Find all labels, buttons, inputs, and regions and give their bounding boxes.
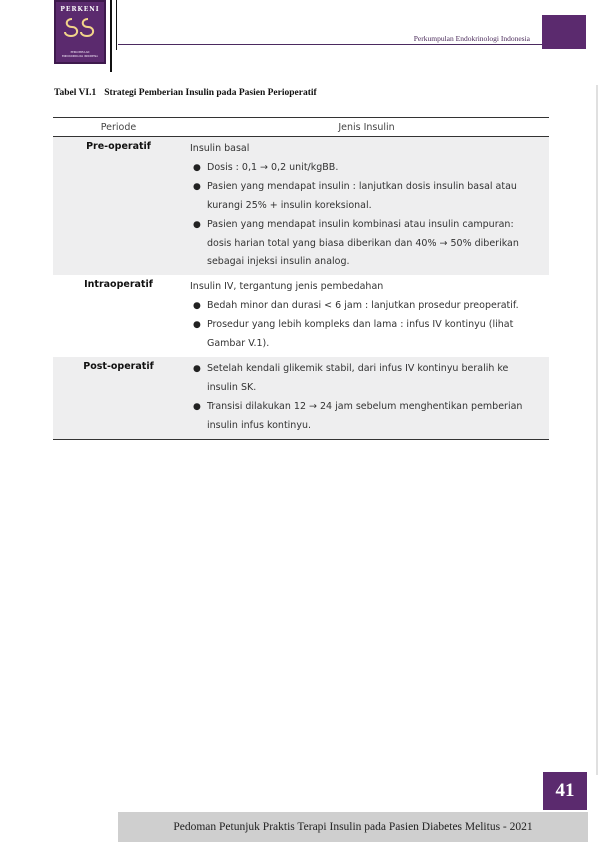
- list-item: [190, 178, 541, 216]
- bullet-icon: ●: [193, 363, 201, 374]
- insulin-bullet-list: [190, 159, 541, 272]
- bullet-icon: ●: [193, 320, 201, 331]
- list-item: [190, 360, 541, 398]
- bullet-icon: ●: [193, 162, 201, 173]
- footer-title: Pedoman Petunjuk Praktis Terapi Insulin pada Pasien Diabetes Melitus - 2021: [173, 821, 533, 833]
- list-item: [190, 159, 541, 178]
- page-number: 41: [543, 772, 587, 810]
- insulin-strategy-table: [53, 117, 549, 440]
- list-item: [190, 398, 541, 436]
- bullet-icon: ●: [193, 401, 201, 412]
- column-header-periode: Periode: [100, 121, 137, 133]
- column-header-jenis-insulin: Jenis Insulin: [338, 121, 395, 133]
- logo-subtitle: PERKUMPULAN ENDOKRINOLOGI INDONESIA: [61, 51, 99, 58]
- insulin-cell: [184, 137, 549, 275]
- header-accent-block: [542, 15, 586, 49]
- table-row-intraoperatif: [53, 275, 549, 357]
- table-row-post-operatif: [53, 357, 549, 439]
- page-right-rule: [596, 85, 598, 775]
- insulin-cell: [184, 275, 549, 357]
- list-item: [190, 297, 541, 316]
- bullet-icon: ●: [193, 181, 201, 192]
- insulin-intro: Insulin IV, tergantung jenis pembedahan: [190, 281, 384, 293]
- organization-name: Perkumpulan Endokrinologi Indonesia: [413, 34, 530, 43]
- list-item-text: Prosedur yang lebih kompleks dan lama : infus IV kontinyu (lihat Gambar V.1).: [207, 319, 514, 350]
- table-caption: [54, 88, 317, 98]
- logo-text: PERKENI: [60, 6, 100, 13]
- list-item-text: Pasien yang mendapat insulin : lanjutkan dosis insulin basal atau kurangi 25% + insulin koreksional.: [207, 180, 517, 211]
- insulin-bullet-list: [190, 360, 541, 436]
- period-cell: Intraoperatif: [84, 279, 153, 291]
- list-item: [190, 316, 541, 354]
- header-vertical-rule-thin: [116, 0, 117, 50]
- table-header-row: [53, 118, 549, 137]
- list-item-text: Bedah minor dan durasi < 6 jam : lanjutkan prosedur preoperatif.: [207, 300, 519, 312]
- header-vertical-rule: [110, 0, 112, 72]
- table-title: Strategi Pemberian Insulin pada Pasien Perioperatif: [104, 88, 317, 98]
- bullet-icon: ●: [193, 301, 201, 312]
- period-cell: Post-operatif: [83, 360, 154, 372]
- list-item-text: Setelah kendali glikemik stabil, dari infus IV kontinyu beralih ke insulin SK.: [207, 362, 509, 393]
- list-item-text: Transisi dilakukan 12 → 24 jam sebelum menghentikan pemberian insulin infus kontinyu.: [207, 400, 523, 431]
- footer-title-bar: [118, 812, 588, 842]
- perkeni-logo: [54, 0, 106, 64]
- table-number: Tabel VI.1: [54, 88, 97, 98]
- insulin-intro: Insulin basal: [190, 143, 250, 154]
- list-item-text: Pasien yang mendapat insulin kombinasi atau insulin campuran: dosis harian total yang biasa diberikan dan 40% → 50% diberikan sebagai injeksi insulin analog.: [207, 218, 519, 268]
- header-underline: [118, 44, 542, 45]
- table-row-pre-operatif: [53, 137, 549, 275]
- list-item-text: Dosis : 0,1 → 0,2 unit/kgBB.: [207, 161, 339, 173]
- list-item: [190, 216, 541, 273]
- insulin-bullet-list: [190, 297, 541, 354]
- insulin-cell: [184, 357, 549, 439]
- bullet-icon: ●: [193, 219, 201, 230]
- period-cell: Pre-operatif: [86, 141, 151, 152]
- logo-emblem-icon: [62, 16, 98, 40]
